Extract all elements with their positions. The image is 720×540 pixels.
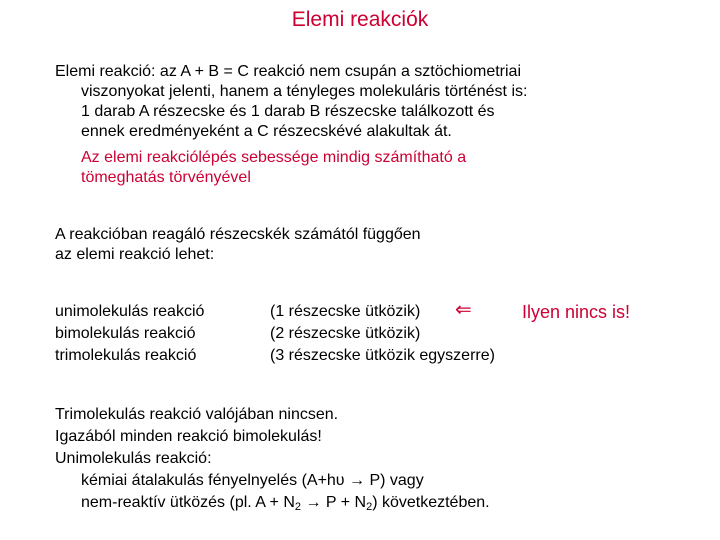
reaction-type-name: bimolekulás reakció: [55, 325, 196, 342]
no-such-note: Ilyen nincs is!: [522, 302, 631, 322]
reaction-type-desc: (1 részecske ütközik): [270, 303, 421, 320]
section2-line: az elemi reakció lehet:: [55, 246, 215, 263]
intro-line: viszonyokat jelenti, hanem a tényleges molekuláris történést is:: [81, 83, 528, 100]
reaction-type-name: trimolekulás reakció: [55, 347, 197, 364]
page-title: Elemi reakciók: [291, 8, 429, 31]
section3-line: Igazából minden reakció bimolekulás!: [55, 428, 322, 445]
intro-paragraph: [55, 62, 527, 188]
left-double-arrow-icon: ⇐: [455, 299, 472, 321]
section2-paragraph: [55, 225, 421, 265]
section3-line: Trimolekulás reakció valójában nincsen.: [55, 406, 339, 423]
section3-paragraph: [55, 404, 490, 514]
section2-line: A reakcióban reagáló részecskék számától függően: [55, 226, 421, 243]
intro-line: Elemi reakció: az A + B = C reakció nem csupán a sztöchiometriai: [55, 63, 521, 80]
reaction-type-desc: (2 részecske ütközik): [270, 325, 421, 342]
reaction-type-name: unimolekulás reakció: [55, 303, 205, 320]
formula-subscript: 2: [294, 501, 301, 513]
section3-line: kémiai átalakulás fényelnyelés (A+hυ → P) vagy: [81, 472, 424, 489]
formula-text: → P + N: [301, 494, 367, 511]
intro-red-line: tömeghatás törvényével: [81, 169, 251, 186]
intro-line: 1 darab A részecske és 1 darab B részecske találkozott és: [81, 103, 495, 120]
intro-line: ennek eredményeként a C részecskévé alakultak át.: [81, 123, 452, 140]
intro-red-line: Az elemi reakciólépés sebessége mindig számítható a: [81, 149, 467, 166]
formula-text: nem-reaktív ütközés (pl. A + N: [81, 494, 295, 511]
reaction-type-list: [55, 301, 204, 367]
section3-line: Unimolekulás reakció:: [55, 450, 212, 467]
formula-text: ) következtében.: [372, 494, 490, 511]
section3-formula-line: [55, 492, 490, 514]
reaction-type-desc: (3 részecske ütközik egyszerre): [270, 347, 495, 364]
formula-subscript: 2: [366, 501, 373, 513]
